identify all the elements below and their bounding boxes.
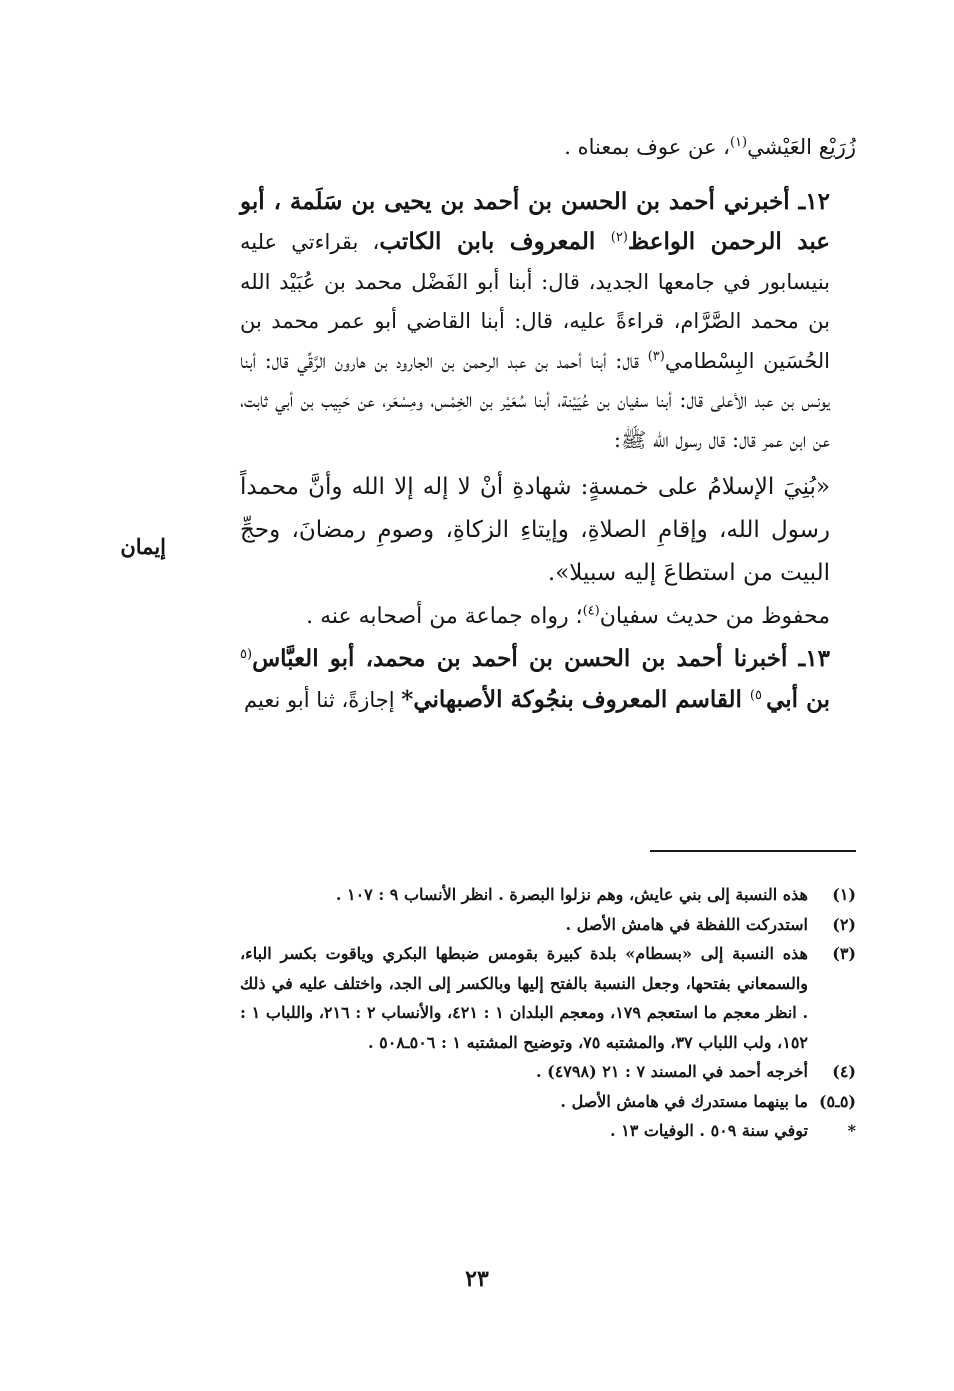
footnote-star: * [847,1121,856,1140]
footnote-item [240,1087,856,1117]
isnad-text: قال: أبنا أحمد بن عبد الرحمن بن الجارود بن هارون الرَّقِّي قال: أبنا يونس بن عبد الأعلى قال: أبنا سفيان بن عُيَيْنة، أبنا سُعَيْر بن الخِمْس، ومِسْعَر، عن حَبِيب بن أبي ثابت، عن ابن عمر قال: قال رسول الله ﷺ: [240,348,830,452]
footnote-ref-4[interactable]: (٤) [582,603,600,619]
text-segment: زُرَيْع العَيْشي [747,135,856,159]
footnote-number: (٤) [832,1062,856,1081]
text-segment: ، عن عوف بمعناه . [564,135,730,159]
footnote-number: (٣) [832,944,856,963]
isnad-lead: القاسم المعروف بنجُوكة الأصبهاني [413,685,750,713]
isnad-text: ، بقراءتي عليه بنيسابور في جامعها الجديد، قال: أبنا أبو الفَضْل محمد بن عُبَيْد الله بن محمد الصَّرَّام، قراءةً عليه، قال: أبنا القاضي أبو عمر محمد بن الحُسَين البِسْطامي [240,230,830,373]
footnote-item [240,939,856,1057]
footnote-divider [650,850,856,852]
footnote-ref-2[interactable]: (٢) [610,230,628,245]
footnote-ref-5-start[interactable]: (٥ [240,647,253,662]
text-segment: محفوظ من حديث سفيان [599,604,830,629]
footnote-number: (٢) [832,914,856,934]
star-marker: * [401,685,414,713]
footnote-ref-3[interactable]: (٣) [647,348,665,364]
footnote-item [240,910,856,940]
footnote-item [240,880,856,910]
footnote-text: ما بينهما مستدرك في هامش الأصل . [560,1091,808,1111]
footnote-ref-1[interactable]: (١) [729,135,748,150]
footnote-ref-5-end[interactable]: ٥) [749,687,767,703]
hadith-text: «بُنِيَ الإسلامُ على خمسةٍ: شهادةِ أنْ لا إله إلا الله وأنَّ محمداً رسول الله، وإقامِ الصلاةِ، وإيتاءِ الزكاةِ، وصومِ رمضانَ، وحجِّ البيت من استطاعَ إليه سبيلا». [240,474,830,586]
paragraph-13 [240,639,856,720]
footnote-text: استدركت اللفظة في هامش الأصل . [565,914,808,934]
footnote-item [240,1057,856,1087]
margin-note: إيمان [120,534,166,559]
footnote-text: هذه النسبة إلى بني عايش، وهم نزلوا البصرة . انظر الأنساب ٩ : ١٠٧ . [335,885,808,904]
isnad-text: إجازةً، ثنا أبو نعيم [244,687,402,712]
isnad-lead: ١٣ـ أخبرنا أحمد بن الحسن بن أحمد بن محمد، أبو العبَّاس [252,645,830,672]
text-segment: ؛ رواه جماعة من أصحابه عنه . [306,604,583,629]
isnad-lead: ١٢ـ أخبرني أحمد بن الحسن بن أحمد بن يحيى بن سَلَمة ، أبو عبد الرحمن الواعظ [240,187,830,255]
footnote-number: (١) [832,885,856,904]
paragraph-note [240,595,856,639]
footnote-number: (٥ـ٥) [818,1091,856,1111]
isnad-lead: بن أبي [766,685,830,713]
footnote-text: هذه النسبة إلى «بسطام» بلدة كبيرة بقومس ضبطها البكري وياقوت بكسر الباء، والسمعاني بفتحها، وجعل النسبة بالفتح إليها وبالكسر إلى الجد، واختلف عليه في ذلك . انظر معجم ما استعجم ١٧٩، ومعجم البلدان ١ : ٤٢١، والأنساب ٢ : ٢١٦، واللباب ١ : ١٥٢، ولب اللباب ٣٧، والمشتبه ٧٥، وتوضيح المشتبه ١ : ٥٠٦ـ٥٠٨ . [240,944,809,1052]
page-number: ٢٣ [465,1266,489,1292]
footnote-item [240,1116,856,1146]
main-text [240,128,856,720]
footnotes [240,880,856,1146]
footnote-text: توفي سنة ٥٠٩ . الوفيات ١٣ . [609,1121,808,1140]
paragraph-continuation [240,128,856,168]
footnote-text: أخرجه أحمد في المسند ٧ : ٢١ (٤٧٩٨) . [535,1062,808,1081]
paragraph-12 [240,182,856,461]
isnad-lead: المعروف بابن الكاتب [379,228,611,255]
